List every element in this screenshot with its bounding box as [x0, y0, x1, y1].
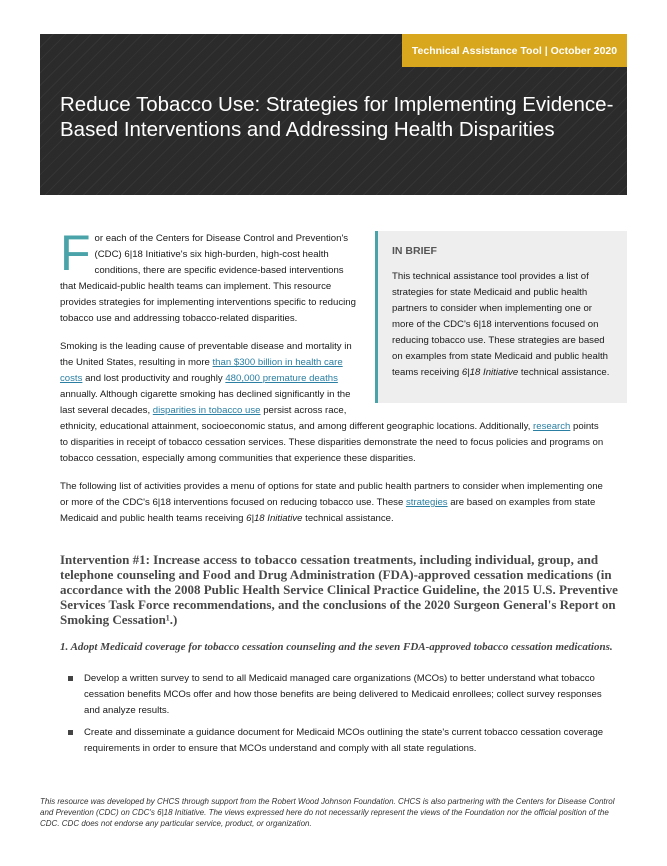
smoking-paragraph: Smoking is the leading cause of preventable disease and mortality in the United States, resulting in more than $300 billion in health care costs and lost productivity and roughly 480,000 premature deaths annually. Although cigarette smoking has declined significantly in the last several decades, disparities in tobacco use persist across race, ethnicity, educational attainment, socioeconomic status, and among different geographic locations. Additionally, research points to disparities in receipt of tobacco cessation services. These disparities demonstrate the need to focus policies and programs on tobacco cessation, especially among communities that experience these disparities.	[60, 341, 604, 464]
strategy-subheading: 1. Adopt Medicaid coverage for tobacco cessation counseling and the seven FDA-approved tobacco cessation medications.	[60, 641, 613, 653]
page-title: Reduce Tobacco Use: Strategies for Implementing Evidence-Based Interventions and Addressing Health Disparities	[60, 93, 614, 141]
in-brief-box	[375, 231, 627, 403]
health-care-costs-link[interactable]: than $300 billion in health care costs	[60, 357, 343, 384]
intro-paragraph: For each of the Centers for Disease Control and Prevention's (CDC) 6|18 Initiative's six high-burden, high-cost health conditions, there are specific evidence-based interventions that Medicaid-public health teams can implement. This resource provides strategies for implementing interventions specific to reducing tobacco use and addressing tobacco-related disparities.	[60, 225, 356, 324]
header-banner	[40, 34, 627, 195]
menu-paragraph: The following list of activities provides a menu of options for state and public health partners to consider when implementing one or more of the CDC's 6|18 interventions focused on reducing tobacco use. These strategies are based on examples from state Medicaid and public health teams receiving 6|18 Initiative technical assistance.	[60, 481, 603, 524]
strategies-link[interactable]: strategies	[405, 497, 448, 508]
intervention-heading: Intervention #1: Increase access to tobacco cessation treatments, including individual, group, and telephone counseling and Food and Drug Administration (FDA)-approved cessation medications (in accordance with the 2008 Public Health Service Clinical Practice Guideline, the 2015 U.S. Preventive Services Task Force recommendations, and the conclusions of the 2020 Surgeon General's Report on Smoking Cessation¹.)	[60, 552, 618, 627]
footer-disclaimer: This resource was developed by CHCS through support from the Robert Wood Johnson Foundation. CHCS is also partnering with the Centers for Disease Control and Prevention (CDC) on CDC's 6|18 Initiative. The views expressed here do not necessarily represent the views of the Foundation nor the official position of the CDC. CDC does not endorse any particular service, product, or organization.	[40, 797, 615, 828]
research-link[interactable]: research	[533, 421, 571, 432]
disparities-link[interactable]: disparities in tobacco use	[152, 405, 261, 416]
drop-cap: F	[60, 225, 91, 281]
strategy-bullet-list	[68, 671, 618, 763]
document-type-tag: Technical Assistance Tool | October 2020	[402, 34, 627, 67]
list-item: Develop a written survey to send to all Medicaid managed care organizations (MCOs) to better understand what tobacco cessation benefits MCOs offer and how those benefits are being delivered to Medicaid enrollees; collect survey responses and analyze results.	[68, 671, 618, 719]
premature-deaths-link[interactable]: 480,000 premature deaths	[225, 373, 338, 384]
list-item: Create and disseminate a guidance document for Medicaid MCOs outlining the state's current tobacco cessation coverage requirements in order to ensure that MCOs understand and comply with all state regulations.	[68, 725, 618, 757]
in-brief-text: This technical assistance tool provides a list of strategies for state Medicaid and public health partners to consider when implementing one or more of the CDC's 6|18 interventions focused on reducing tobacco use. These strategies are based on examples from state Medicaid and public health teams receiving 6|18 Initiative technical assistance.	[392, 271, 610, 378]
in-brief-heading: IN BRIEF	[392, 245, 437, 257]
